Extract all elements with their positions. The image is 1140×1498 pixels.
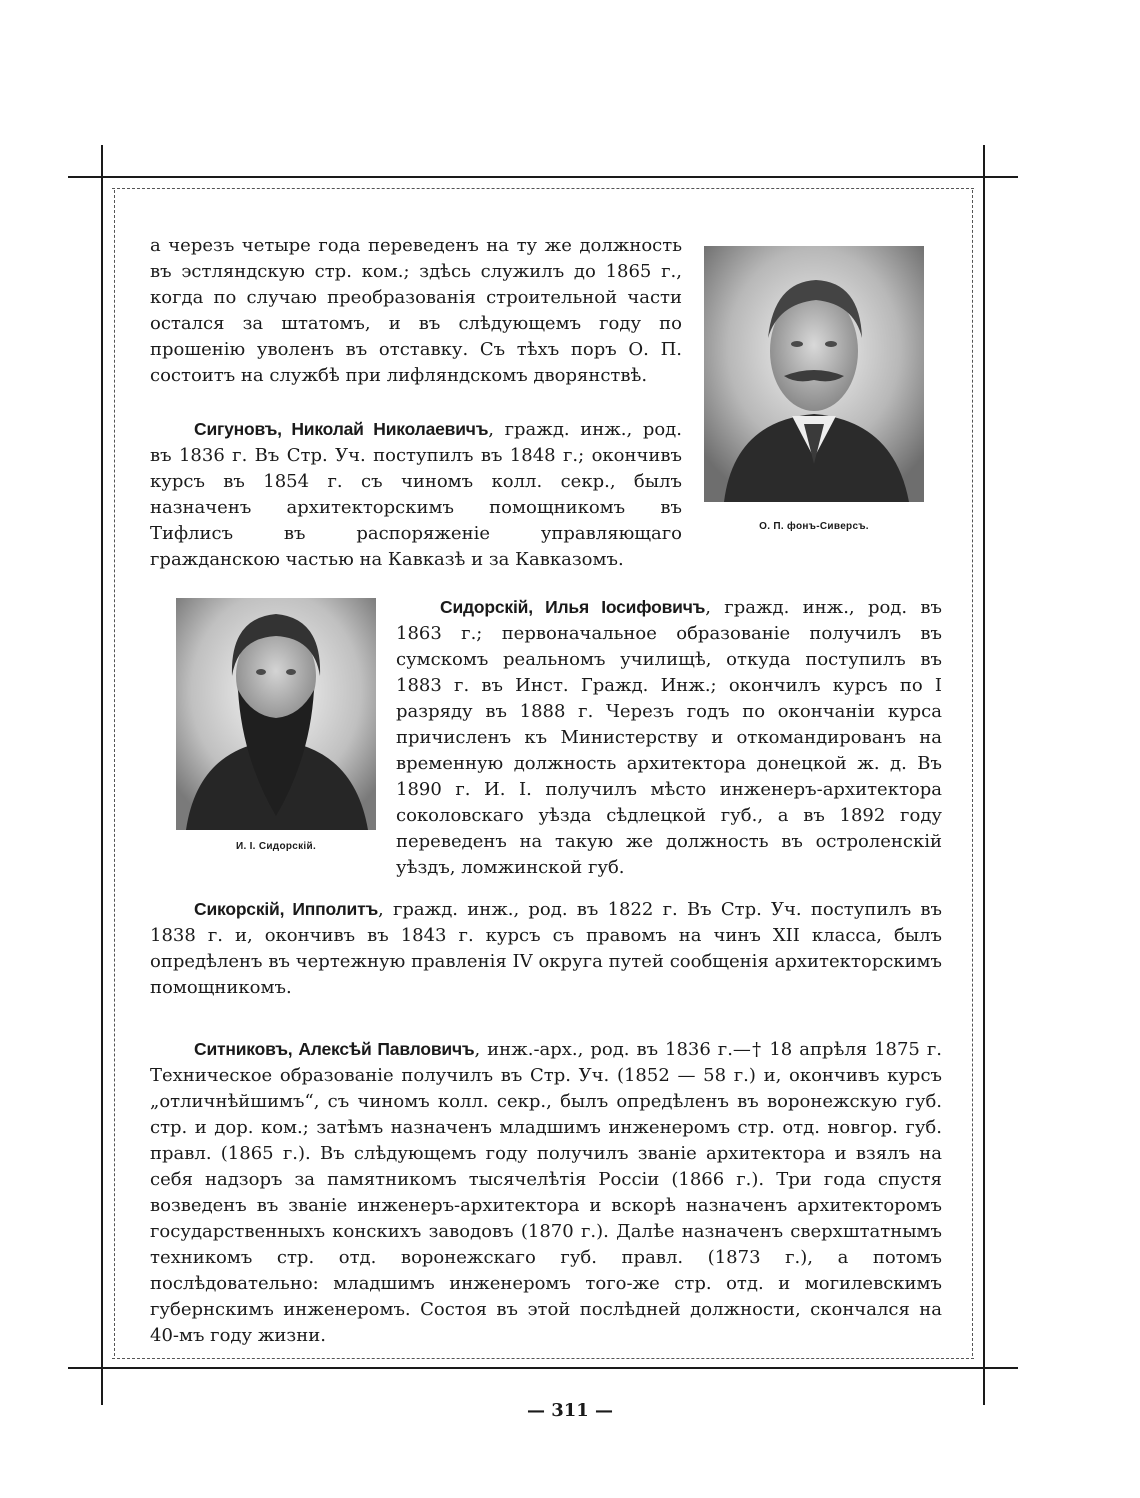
portrait-sidorsky	[176, 598, 376, 830]
bio-paragraph-5	[150, 1036, 942, 1349]
portrait-sivers	[704, 246, 924, 502]
bio-name-sigunov: Сигуновъ, Николай Николаевичъ	[194, 419, 489, 439]
bio-paragraph-1: а черезъ четыре года переведенъ на ту же должность въ эстляндскую стр. ком.; здѣсь служилъ до 1865 г., когда по случаю преобразованія строительной части остался за штатомъ, и въ слѣдующемъ году по прошенію уволенъ въ отставку. Съ тѣхъ поръ О. П. состоитъ на службѣ при лифляндскомъ дворянствѣ.	[150, 235, 682, 386]
caption-sidorsky: И. І. Сидорскій.	[235, 841, 317, 852]
right-rule	[983, 145, 985, 1405]
caption-sivers: О. П. фонъ-Сиверсъ.	[759, 521, 869, 532]
bottom-rule	[68, 1367, 1018, 1369]
bio-text-sikorsky: , гражд. инж., род. въ 1822 г. Въ Стр. Уч. поступилъ въ 1838 г. и, окончивъ въ 1843 г. курсъ съ правомъ на чинъ XII класса, былъ опредѣленъ въ чертежную правленія IV округа путей сообщенія архитекторскимъ помощникомъ.	[150, 899, 943, 998]
inner-left-dash	[114, 190, 115, 1356]
bio-name-sikorsky: Сикорскій, Ипполитъ	[194, 899, 379, 919]
bio-paragraph-2	[150, 416, 682, 573]
bio-text-sidorsky: , гражд. инж., род. въ 1863 г.; первоначальное образованіе получилъ въ сумскомъ реальномъ училищѣ, откуда поступилъ въ 1883 г. въ Инст. Гражд. Инж.; окончилъ курсъ по I разряду въ 1888 г. Черезъ годъ по окончаніи курса причисленъ къ Министерству и откомандированъ на временную должность архитектора донецкой ж. д. Въ 1890 г. И. І. получилъ мѣсто инженеръ-архитектора соколовскаго уѣзда сѣдлецкой губ., а въ 1892 году переведенъ на такую же должность въ остроленскій уѣздъ, ломжинской губ.	[396, 597, 942, 878]
bio-text-sitnikov: , инж.-арх., род. въ 1836 г.—† 18 апрѣля 1875 г. Техническое образованіе получилъ въ Стр. Уч. (1852 — 58 г.) и, окончивъ курсъ „отличнѣйшимъ“, съ чиномъ колл. секр., былъ опредѣленъ въ воронежскую губ. стр. и дор. ком.; затѣмъ назначенъ младшимъ инженеромъ стр. отд. новгор. губ. правл. (1865 г.). Въ слѣдующемъ году получилъ званіе архитектора и взялъ на себя надзоръ за памятникомъ тысячелѣтія Россіи (1866 г.). Три года спустя возведенъ въ званіе инженеръ-архитектора и вскорѣ назначенъ архитекторомъ государственныхъ конскихъ заводовъ (1870 г.). Далѣе назначенъ сверхштатнымъ техникомъ стр. отд. воронежскаго губ. правл. (1873 г.), а потомъ послѣдовательно: младшимъ инженеромъ того-же стр. отд. и могилевскимъ губернскимъ инженеромъ. Состоя въ этой послѣдней должности, скончался на 40-мъ году жизни.	[150, 1039, 942, 1346]
inner-bottom-dash	[112, 1358, 974, 1359]
bio-name-sidorsky: Сидорскій, Илья Іосифовичъ	[440, 597, 706, 617]
top-rule	[68, 176, 1018, 178]
inner-right-dash	[972, 190, 973, 1356]
bio-name-sitnikov: Ситниковъ, Алексѣй Павловичъ	[194, 1039, 475, 1059]
bio-paragraph-3	[396, 594, 942, 881]
inner-top-dash	[112, 188, 974, 189]
page-number: — 311 —	[526, 1400, 614, 1421]
bio-text-sigunov: , гражд. инж., род. въ 1836 г. Въ Стр. Уч. поступилъ въ 1848 г.; окончивъ курсъ въ 1854 г. съ чиномъ колл. секр., былъ назначенъ архитекторскимъ помощникомъ въ Тифлисъ въ распоряженіе управляющаго гражданскою частью на Кавказѣ и за Кавказомъ.	[150, 419, 682, 570]
left-rule	[101, 145, 103, 1405]
bio-paragraph-4	[150, 896, 942, 1001]
